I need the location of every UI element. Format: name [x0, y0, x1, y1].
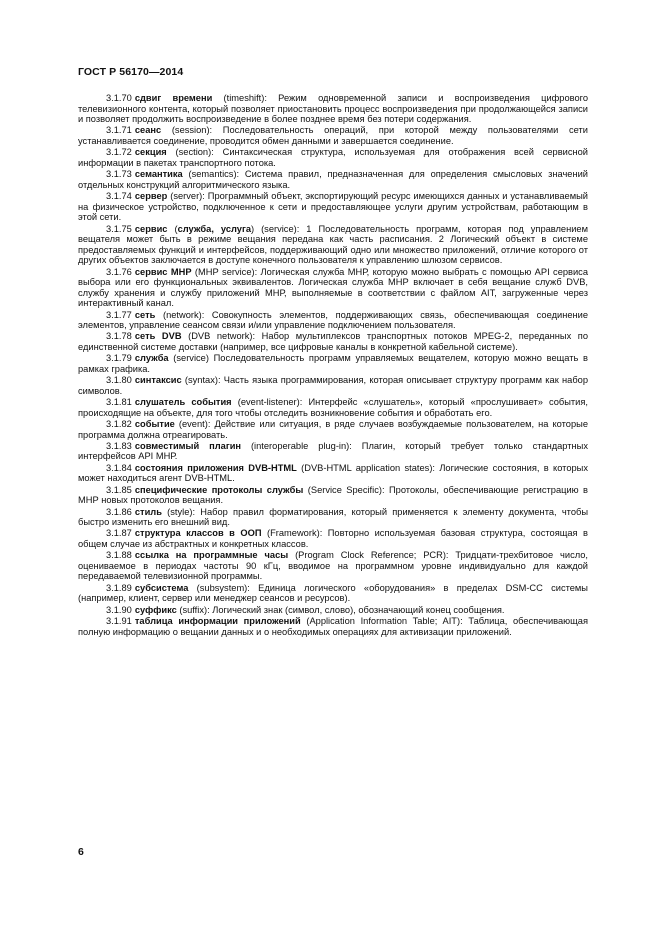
definition-text: (Framework): Повторно используемая базовая структура, состоящая в общем случае из абстрактных и конкретных классов. — [78, 528, 589, 549]
definition-number: 3.1.83 — [106, 440, 132, 451]
definition-text: (semantics): Система правил, предназначенная для определения смысловых значений отдельных конструкций алгоритмического языка. — [78, 169, 588, 190]
definition-term: ссылка на программные часы — [134, 550, 289, 561]
definition-term: состояния приложения DVB-HTML — [134, 462, 297, 473]
definition-entry — [78, 224, 588, 266]
definition-text: (event): Действие или ситуация, в ряде случаев возбуждаемые пользователем, на которые программа должна отреагировать. — [78, 418, 588, 440]
definition-term: событие — [134, 418, 175, 429]
definition-text: (subsystem): Единица логического «оборудования» в пределах DSM-CC системы (например, клиент, сервер или менеджер сеансов и ресурсов). — [78, 582, 588, 604]
definition-text: (service) Последовательность программ управляемых вещателем, которую можно вещать в рамках графика. — [78, 353, 588, 374]
definition-text: (timeshift): Режим одновременной записи и воспроизведения цифрового телевизионного контента, который позволяет приостановить процесс воспроизведения при продолжающейся записи и позволяет продолжить воспроизведение в более позднее время без потери содержания. — [78, 93, 588, 125]
definition-text: (interoperable plug-in): Плагин, который требует только стандартных интерфейсов API МНР. — [78, 440, 588, 462]
definition-entry — [78, 125, 588, 146]
definition-text: (Program Clock Reference; PCR): Тридцати-трехбитовое число, оцениваемое в периодах частоты 90 кГц, вводимое на программном уровне индивидуально для каждой передаваемой телевизионной программы. — [78, 550, 589, 582]
definition-text: (session): Последовательность операций, при которой между пользователями сети устанавливается соединение, проводится обмен данными и завершается соединение. — [78, 125, 588, 146]
definition-entry — [78, 310, 588, 331]
definition-number: 3.1.81 — [106, 397, 132, 408]
definition-number: 3.1.74 — [106, 191, 132, 202]
definition-text: (network): Совокупность элементов, поддерживающих связь, обеспечивающая соединение элементов, управление сеансом связи и/или управление подключением пользователя. — [78, 309, 588, 331]
definition-term: секция — [134, 147, 167, 158]
definition-number: 3.1.90 — [106, 604, 132, 615]
definition-entry — [78, 331, 588, 352]
definition-entry — [78, 550, 588, 582]
definition-number: 3.1.84 — [106, 462, 132, 473]
definition-term: служба — [134, 353, 169, 364]
definition-term: сервер — [134, 191, 168, 202]
definition-number: 3.1.87 — [106, 528, 132, 539]
definition-text: (МНР service): Логическая служба МНР, которую можно выбрать с помощью API сервиса выбора или его функциональных эквивалентов. Логическая служба МНР включает в себя вещание служб DVB, службу хранения и службу приложений МНР, выполняемые в соответствии с файлом AIT, загруженные через интерактивный канал. — [78, 266, 588, 309]
definition-number: 3.1.73 — [106, 169, 132, 180]
definition-entry — [78, 267, 588, 309]
definition-entry — [78, 191, 588, 223]
definition-term: сервис МНР — [134, 266, 192, 277]
definition-number: 3.1.86 — [106, 506, 132, 517]
definition-entry — [78, 616, 588, 637]
definition-number: 3.1.88 — [106, 550, 132, 561]
definition-entry — [78, 507, 588, 528]
definition-term: совместимый плагин — [134, 440, 242, 451]
definition-text: (suffix): Логический знак (символ, слово), обозначающий конец сообщения. — [176, 604, 505, 615]
definition-term: сдвиг времени — [134, 93, 213, 103]
definition-text: (section): Синтаксическая структура, используемая для отображения всей сервисной информации в пакетах транспортного потока. — [78, 147, 588, 168]
definition-text: (server): Программный объект, экспортирующий ресурс имеющихся данных и устанавливаемый на физическое устройство, подключенное к сети и предоставляющее услуги другим устройствам, работающим в этой сети. — [78, 191, 588, 223]
definitions-list — [78, 93, 588, 638]
definition-term-synonyms: служба, услуга — [177, 223, 251, 234]
definition-entry — [78, 583, 588, 604]
definition-term: структура классов в ООП — [134, 528, 262, 539]
definition-entry — [78, 353, 588, 374]
definition-term: суффикс — [134, 604, 177, 615]
definition-text: (syntax): Часть языка программирования, которая описывает структуру программ как набор символов. — [78, 375, 588, 396]
definition-entry — [78, 169, 588, 190]
definition-entry — [78, 605, 588, 616]
definition-term: сеть DVB — [134, 331, 182, 342]
definition-number: 3.1.72 — [106, 147, 132, 158]
definition-number: 3.1.78 — [106, 331, 132, 342]
definition-term: сеть — [134, 309, 156, 320]
definition-number: 3.1.82 — [106, 418, 132, 429]
definition-number: 3.1.76 — [106, 266, 132, 277]
definition-term: специфические протоколы службы — [134, 484, 304, 495]
definition-text: ) (service): 1 Последовательность программ, которая под управлением вещателя может быть в режиме вещания передана как часть расписания. 2 Логический объект в системе предоставляемых функций и интерфейсов, поддерживающий одно или множество приложений, отличие которого от других объектов заключается в доступе конечного пользователя к управлению шлюзом сервисов. — [78, 223, 588, 266]
definition-term: слушатель события — [134, 397, 232, 408]
definition-entry — [78, 419, 588, 440]
definition-entry — [78, 485, 588, 506]
definition-text: (DVB network): Набор мультиплексов транспортных потоков MPEG-2, переданных по единственной системе доставки (например, все цифровые каналы в конкретной кабельной системе). — [78, 331, 589, 352]
definition-entry — [78, 375, 588, 396]
definition-entry — [78, 463, 588, 484]
definition-term: семантика — [134, 169, 183, 180]
definition-term: таблица информации приложений — [134, 615, 301, 626]
definition-text: (style): Набор правил форматирования, который применяется к элементу документа, чтобы быстро изменить его внешний вид. — [78, 506, 588, 528]
definition-number: 3.1.85 — [106, 484, 132, 495]
definition-number: 3.1.70 — [106, 93, 132, 103]
definition-text: (DVB-HTML application states): Логические состояния, в которых может находиться агент DVB-HTML. — [78, 462, 588, 484]
definition-text: (Service Specific): Протоколы, обеспечивающие регистрацию в МНР новых протоколов вещания. — [78, 484, 588, 506]
definition-term: синтаксис — [134, 375, 182, 386]
definition-number: 3.1.77 — [106, 309, 132, 320]
definition-entry — [78, 93, 588, 125]
definition-entry — [78, 397, 588, 418]
definition-entry — [78, 147, 588, 168]
definition-number: 3.1.89 — [106, 582, 132, 593]
definition-number: 3.1.71 — [106, 125, 132, 136]
page-header-standard-title: ГОСТ Р 56170—2014 — [78, 66, 184, 78]
page-number: 6 — [78, 846, 84, 858]
definition-number: 3.1.80 — [106, 375, 132, 386]
definition-number: 3.1.75 — [106, 223, 132, 234]
definition-text: (Application Information Table; AIT): Таблица, обеспечивающая полную информацию о вещании данных и о необходимых операциях для активизации приложений. — [78, 615, 588, 637]
definition-text: ( — [167, 223, 178, 234]
definition-number: 3.1.79 — [106, 353, 132, 364]
definition-term: сервис — [134, 223, 168, 234]
definition-term: стиль — [134, 506, 162, 517]
definition-term: субсистема — [134, 582, 189, 593]
definition-text: (event-listener): Интерфейс «слушатель», который «прослушивает» события, происходящие на объекте, для того чтобы отследить возникновение события и обработать его. — [78, 397, 588, 418]
definition-number: 3.1.91 — [106, 615, 132, 626]
definition-entry — [78, 528, 588, 549]
definition-entry — [78, 441, 588, 462]
definition-term: сеанс — [134, 125, 162, 136]
